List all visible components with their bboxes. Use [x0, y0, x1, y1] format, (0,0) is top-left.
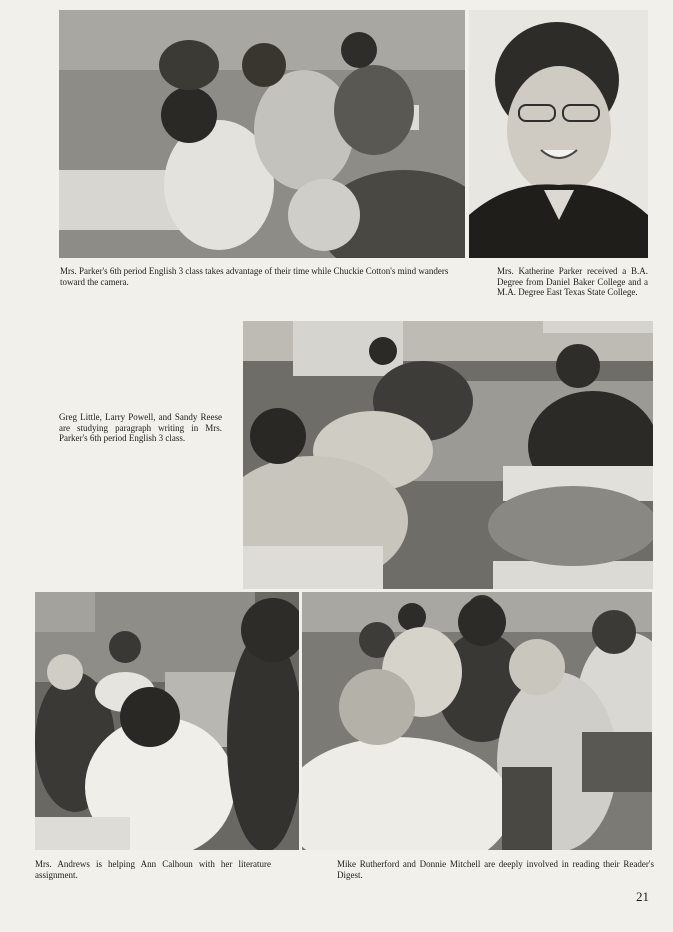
portrait-parker-photo: [469, 10, 648, 258]
class-working-photo: [59, 10, 465, 258]
andrews-helping-caption: Mrs. Andrews is helping Ann Calhoun with her literature assignment.: [35, 859, 271, 880]
paragraph-writing-caption: Greg Little, Larry Powell, and Sandy Reese are studying paragraph writing in Mrs. Parker's 6th period English 3 class.: [59, 412, 222, 443]
paragraph-writing-photo: [243, 321, 653, 589]
readers-digest-photo: [302, 592, 652, 850]
portrait-parker-caption: Mrs. Katherine Parker received a B.A. Degree from Daniel Baker College and a M.A. Degree East Texas State College.: [497, 266, 648, 297]
page-number: 21: [636, 889, 649, 904]
class-working-caption: Mrs. Parker's 6th period English 3 class takes advantage of their time while Chuckie Cotton's mind wanders toward the camera.: [60, 266, 449, 287]
andrews-helping-photo: [35, 592, 299, 850]
readers-digest-caption: Mike Rutherford and Donnie Mitchell are deeply involved in reading their Reader's Digest.: [337, 859, 654, 880]
